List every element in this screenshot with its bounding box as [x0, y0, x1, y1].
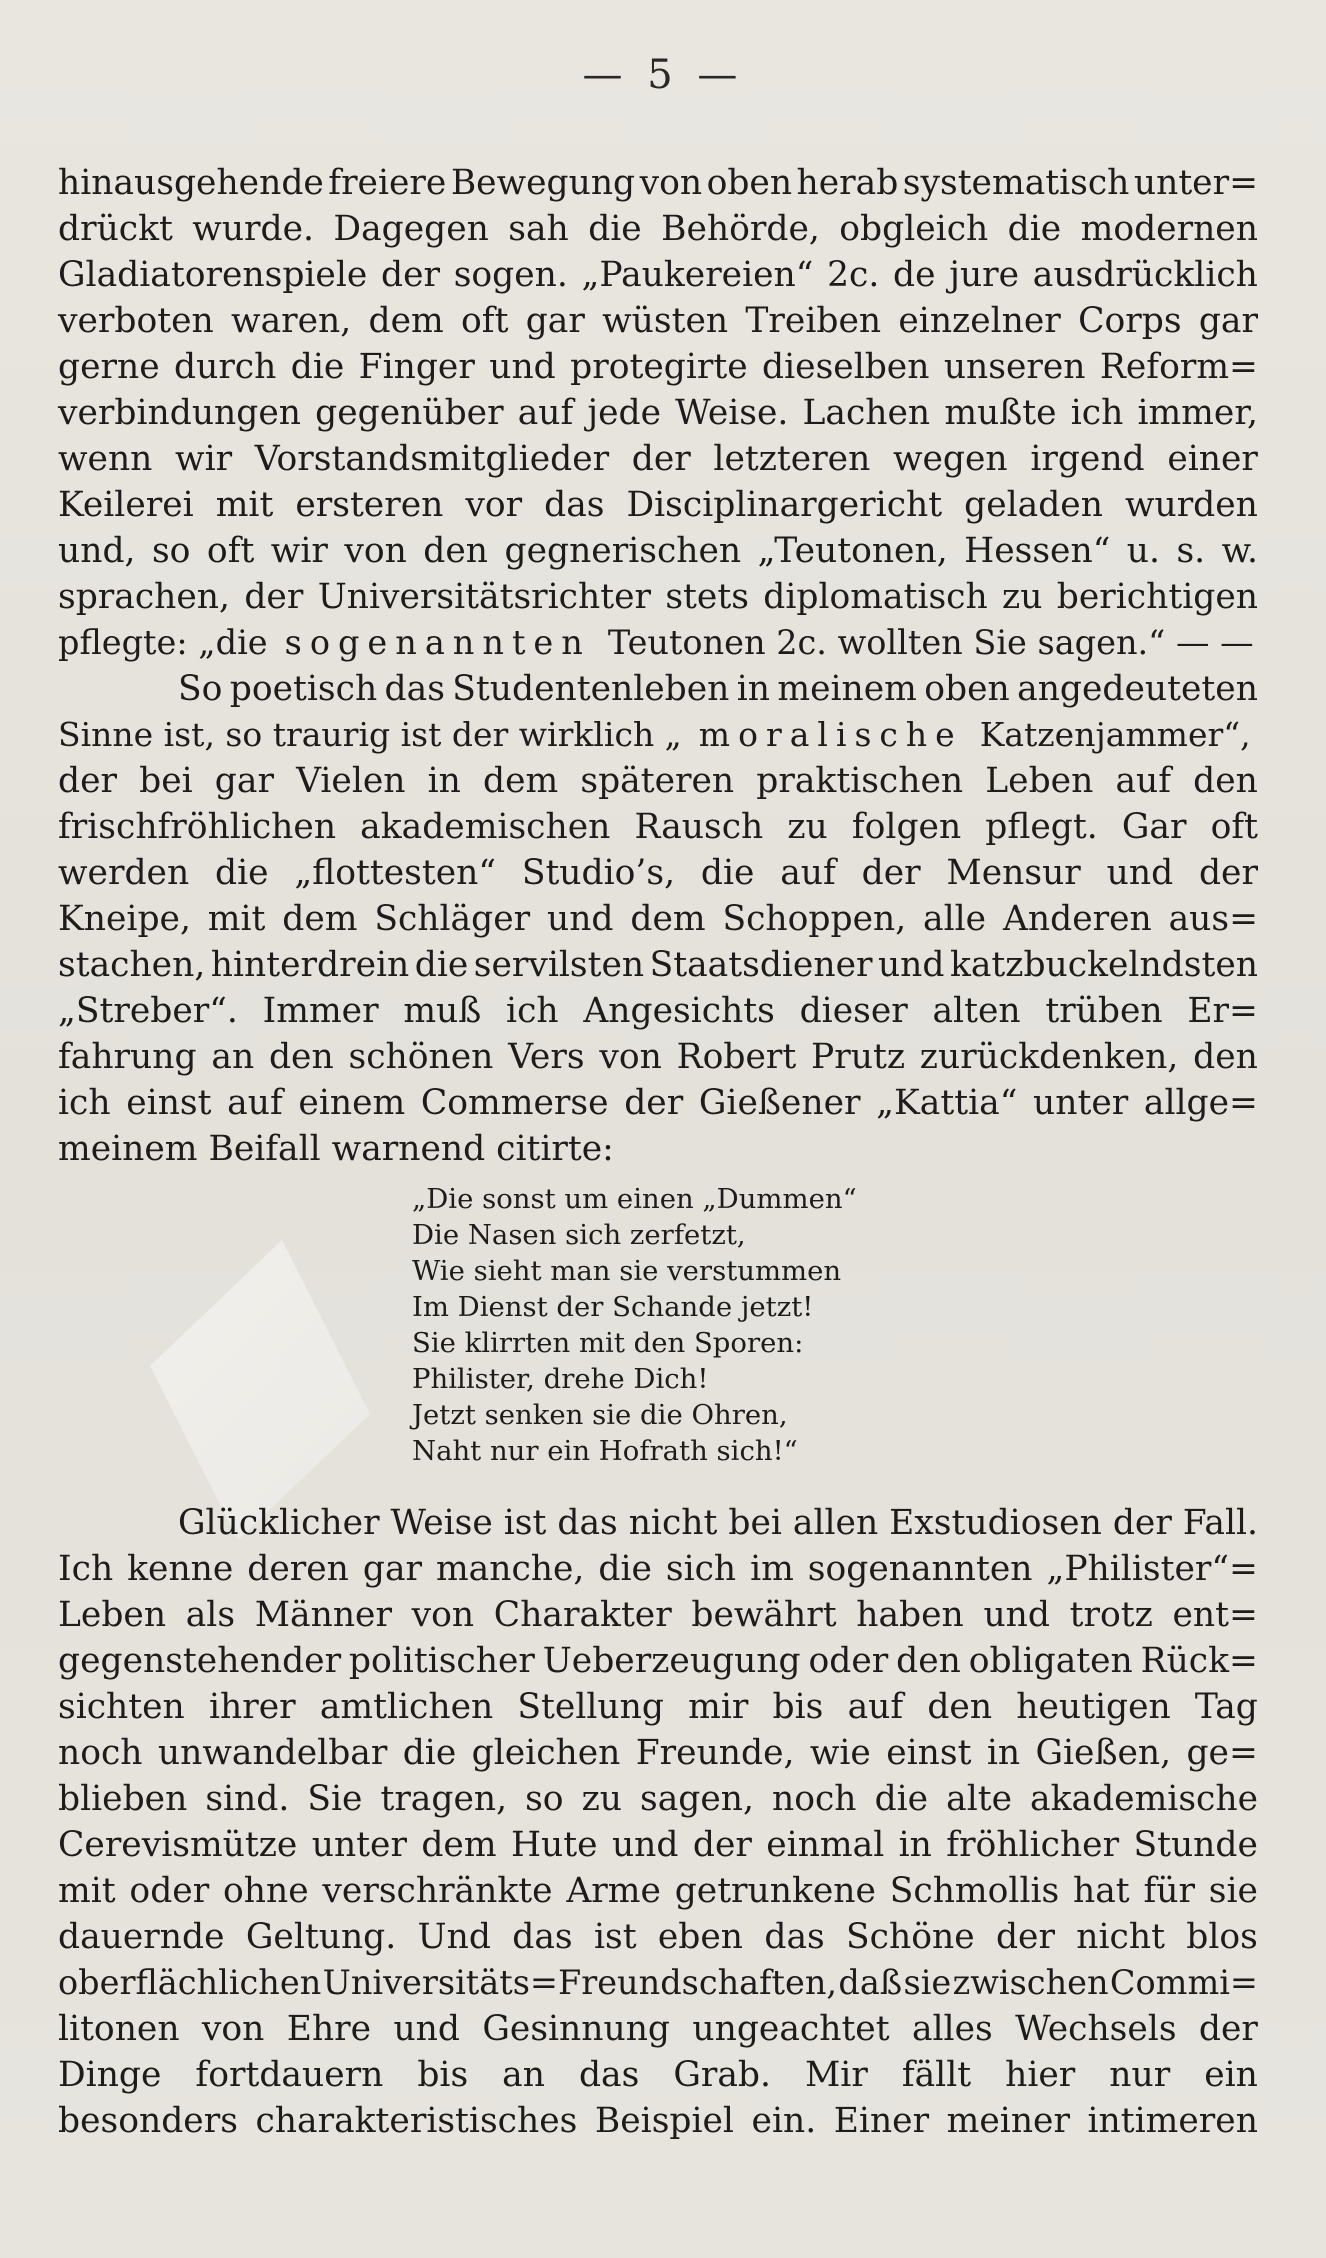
- verse-line: Philister, drehe Dich!: [412, 1363, 709, 1395]
- text-line: ich einst auf einem Commerse der Gießener „Kattia“ unter allge=: [58, 1083, 1258, 1123]
- emphasized-text: sogenannten: [284, 623, 591, 662]
- text-line: verbindungen gegenüber auf jede Weise. Lachen mußte ich immer,: [58, 393, 1258, 433]
- text-line: meinem Beifall warnend citirte:: [58, 1129, 614, 1169]
- paper-fold-mark: [150, 1240, 370, 1540]
- text-line: Glücklicher Weise ist das nicht bei allen Exstudiosen der Fall.: [178, 1503, 1258, 1543]
- text-line: oberflächlichen Universitäts=Freundschaften, daß sie zwischen Commi=: [58, 1963, 1258, 2002]
- text-segment: Katzenjammer“,: [979, 715, 1251, 754]
- text-line: [58, 620, 1258, 666]
- emphasized-text: moralische: [698, 715, 963, 754]
- text-line: besonders charakteristisches Beispiel ein. Einer meiner intimeren: [58, 2101, 1258, 2141]
- text-line: stachen, hinterdrein die servilsten Staatsdiener und katzbuckelndsten: [58, 945, 1258, 985]
- text-line: Ich kenne deren gar manche, die sich im sogenannten „Philister“=: [58, 1549, 1258, 1589]
- text-line: wenn wir Vorstandsmitglieder der letzteren wegen irgend einer: [58, 439, 1258, 479]
- text-line: drückt wurde. Dagegen sah die Behörde, obgleich die modernen: [58, 209, 1258, 249]
- text-line: Keilerei mit ersteren vor das Disciplinargericht geladen wurden: [58, 485, 1258, 525]
- verse-line: Jetzt senken sie die Ohren,: [412, 1399, 788, 1431]
- text-line: mit oder ohne verschränkte Arme getrunkene Schmollis hat für sie: [58, 1871, 1258, 1911]
- text-line: gerne durch die Finger und protegirte dieselben unseren Reform=: [58, 347, 1258, 387]
- text-line: blieben sind. Sie tragen, so zu sagen, noch die alte akademische: [58, 1779, 1258, 1819]
- text-line: dauernde Geltung. Und das ist eben das Schöne der nicht blos: [58, 1917, 1258, 1957]
- verse-line: Die Nasen sich zerfetzt,: [412, 1219, 746, 1251]
- text-line: So poetisch das Studentenleben in meinem oben angedeuteten: [178, 669, 1258, 709]
- text-line: litonen von Ehre und Gesinnung ungeachtet alles Wechsels der: [58, 2009, 1258, 2049]
- text-line: Cerevismütze unter dem Hute und der einmal in fröhlicher Stunde: [58, 1825, 1258, 1865]
- text-line: Leben als Männer von Charakter bewährt haben und trotz ent=: [58, 1595, 1258, 1635]
- text-line: Gladiatorenspiele der sogen. „Paukereien“ 2c. de jure ausdrücklich: [58, 255, 1258, 295]
- text-segment: Teutonen 2c. wollten Sie sagen.“ — —: [607, 623, 1254, 662]
- page-number: — 5 —: [582, 52, 744, 98]
- text-line: frischfröhlichen akademischen Rausch zu folgen pflegt. Gar oft: [58, 807, 1258, 847]
- text-line: gegenstehender politischer Ueberzeugung oder den obligaten Rück=: [58, 1641, 1258, 1681]
- text-line: verboten waren, dem oft gar wüsten Treiben einzelner Corps gar: [58, 301, 1258, 341]
- text-line: werden die „flottesten“ Studio’s, die auf der Mensur und der: [58, 853, 1258, 893]
- text-line: der bei gar Vielen in dem späteren praktischen Leben auf den: [58, 761, 1258, 801]
- text-segment: Sinne ist, so traurig ist der wirklich „: [58, 715, 682, 754]
- verse-line: Sie klirrten mit den Sporen:: [412, 1327, 804, 1359]
- text-line: Dinge fortdauern bis an das Grab. Mir fällt hier nur ein: [58, 2055, 1258, 2095]
- verse-line: Im Dienst der Schande jetzt!: [412, 1291, 814, 1323]
- text-line: fahrung an den schönen Vers von Robert Prutz zurückdenken, den: [58, 1037, 1258, 1077]
- text-line: und, so oft wir von den gegnerischen „Teutonen, Hessen“ u. s. w.: [58, 531, 1258, 571]
- text-line: [58, 712, 1258, 758]
- verse-line: Wie sieht man sie verstummen: [412, 1255, 842, 1287]
- text-line: „Streber“. Immer muß ich Angesichts dieser alten trüben Er=: [58, 991, 1258, 1031]
- verse-line: Naht nur ein Hofrath sich!“: [412, 1435, 798, 1467]
- text-segment: pflegte: „die: [58, 623, 268, 662]
- text-line: sichten ihrer amtlichen Stellung mir bis auf den heutigen Tag: [58, 1687, 1258, 1727]
- verse-line: „Die sonst um einen „Dummen“: [412, 1183, 857, 1215]
- text-line: noch unwandelbar die gleichen Freunde, wie einst in Gießen, ge=: [58, 1733, 1258, 1773]
- text-line: sprachen, der Universitätsrichter stets diplomatisch zu berichtigen: [58, 577, 1258, 617]
- text-line: hinausgehende freiere Bewegung von oben herab systematisch unter=: [58, 163, 1258, 203]
- text-line: Kneipe, mit dem Schläger und dem Schoppen, alle Anderen aus=: [58, 899, 1258, 939]
